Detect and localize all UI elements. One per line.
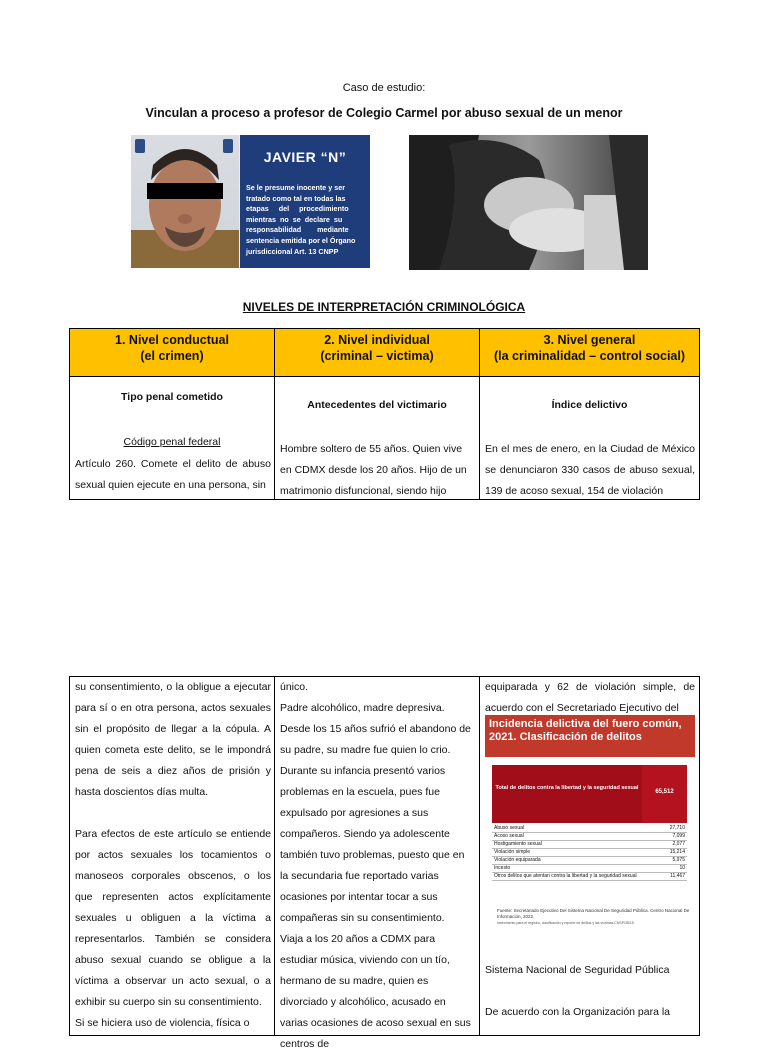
- chart-row-value: 7,099: [643, 833, 687, 841]
- header-title: 2. Nivel individual: [324, 333, 430, 347]
- chart-row-label: Violación simple: [492, 849, 643, 857]
- header-subtitle: (criminal – victima): [320, 349, 434, 363]
- suspect-photo: [131, 135, 239, 268]
- column-subheading: Antecedentes del victimario: [307, 399, 447, 411]
- column-body-general: [479, 376, 700, 500]
- column-subheading: Índice delictivo: [551, 399, 628, 411]
- chart-note: Instrumento para el registro, clasificación y reporte de delitos y las víctimas CNSP/38/15: [497, 921, 634, 925]
- background-text: Hombre soltero de 55 años. Quien vive en CDMX desde los 20 años. Hijo de un matrimonio disfuncional, siendo hijo: [280, 443, 467, 497]
- chart-row-value: 5,975: [643, 857, 687, 865]
- header-title: 3. Nivel general: [543, 333, 636, 347]
- header-subtitle: (la criminalidad – control social): [493, 349, 686, 363]
- presumption-notice: Se le presume inocente y ser tratado como tal en todas las etapas del procedimiento mientras no se declare su responsabilidad mediante sentencia emitida por el Órgano jurisdiccional Art. 13 CNPP: [246, 183, 356, 256]
- chart-row: [492, 825, 687, 833]
- source-label: Sistema Nacional de Seguridad Pública: [485, 964, 670, 976]
- column-continuation-individual: [274, 676, 480, 1050]
- chart-banner: Incidencia delictiva del fuero común, 2021. Clasificación de delitos: [485, 715, 695, 757]
- total-value: 65,512: [642, 765, 687, 823]
- article-text: Artículo 260. Comete el delito de abuso sexual quien ejecute en una persona, sin: [75, 458, 271, 491]
- background-text: único. Padre alcohólico, madre depresiva. Desde los 15 años sufrió el abandono de su padre, su madre fue quien lo crio. Durante su infancia presentó varios problemas en la escuela, pues fue expulsado por agresiones a sus compañeros. Siendo ya adolescente también tuvo problemas, puesto que en la secundaria fue reportado varias ocasiones por intentar tocar a sus compañeras sin su consentimiento. Viaja a los 20 años a CDMX para estudiar música, viviendo con un tío, hermano de su madre, quien es divorciado y alcohólico, acusado en varias ocasiones de acoso sexual en sus centros de: [280, 681, 471, 1050]
- article-text: Para efectos de este artículo se entiende por actos sexuales los tocamientos o manoseos corporales obscenos, o los que representen actos explícitamente sexuales u obliguen a la víctima a representarlos. También se considera abuso sexual cuando se obligue a la víctima a observar un acto sexual, o a exhibir su cuerpo sin su consentimiento.: [75, 828, 271, 1008]
- suspect-card-image: [131, 135, 370, 268]
- chart-table: [492, 825, 687, 881]
- chart-row-label: Otros delitos que atentan contra la libertad y la seguridad sexual: [492, 873, 643, 881]
- chart-source: Fuente: Secretariado Ejecutivo Del Sistema Nacional De Seguridad Pública. Centro Nacional De Información, 2022.: [497, 908, 690, 919]
- chart-row-value: 15,214: [643, 849, 687, 857]
- article-text: Si se hiciera uso de violencia, física o: [75, 1017, 250, 1029]
- chart-row-label: Violación equiparada: [492, 857, 643, 865]
- column-body-behavioral: [69, 376, 275, 500]
- chart-row-value: 2,077: [643, 841, 687, 849]
- crime-index-text: equiparada y 62 de violación simple, de acuerdo con el Secretariado Ejecutivo del: [485, 681, 695, 714]
- chart-row-label: Incesto: [492, 865, 643, 873]
- case-title: Vinculan a proceso a profesor de Colegio Carmel por abuso sexual de un menor: [145, 106, 623, 120]
- header-subtitle: (el crimen): [140, 349, 204, 363]
- chart-row: [492, 849, 687, 857]
- chart-row: [492, 833, 687, 841]
- article-text: su consentimiento, o la obligue a ejecutar para sí o en otra persona, actos sexuales sin el propósito de llegar a la cópula. A quien cometa este delito, se le impondrá pena de seis a diez años de prisión y hasta doscientos días multa.: [75, 681, 271, 798]
- section-label: Código penal federal: [123, 436, 221, 448]
- crime-statistics-image: [485, 715, 695, 925]
- chart-table-area: [492, 765, 687, 823]
- chart-row: [492, 873, 687, 881]
- chart-row: [492, 865, 687, 873]
- column-header-behavioral: [69, 328, 275, 377]
- institution-logo-icon: [135, 139, 145, 153]
- institution-logo-icon: [223, 139, 233, 153]
- chart-row-label: Abuso sexual: [492, 825, 643, 833]
- levels-title: NIVELES DE INTERPRETACIÓN CRIMINOLÓGICA: [242, 300, 526, 314]
- total-label: Total de delitos contra la libertad y la seguridad sexual: [492, 765, 642, 823]
- chart-row-value: 10: [643, 865, 687, 873]
- victim-photo: [409, 135, 648, 270]
- case-label: Caso de estudio:: [342, 82, 426, 94]
- chart-row-value: 27,710: [643, 825, 687, 833]
- chart-row: [492, 857, 687, 865]
- header-title: 1. Nivel conductual: [115, 333, 229, 347]
- crime-index-text: De acuerdo con la Organización para la: [485, 1006, 671, 1018]
- chart-row-value: 11,467: [643, 873, 687, 881]
- suspect-info-panel: [240, 135, 370, 268]
- column-subheading: Tipo penal cometido: [121, 391, 223, 403]
- chart-row-label: Hostigamiento sexual: [492, 841, 643, 849]
- column-header-general: [479, 328, 700, 377]
- chart-row: [492, 841, 687, 849]
- suspect-face-illustration: [131, 135, 239, 268]
- suspect-name: JAVIER “N”: [263, 149, 347, 165]
- crime-index-text: En el mes de enero, en la Ciudad de México se denunciaron 330 casos de abuso sexual, 139 de acoso sexual, 154 de violación: [485, 443, 695, 497]
- column-header-individual: [274, 328, 480, 377]
- chart-row-label: Acoso sexual: [492, 833, 643, 841]
- column-body-individual: [274, 376, 480, 500]
- column-continuation-behavioral: [69, 676, 275, 1036]
